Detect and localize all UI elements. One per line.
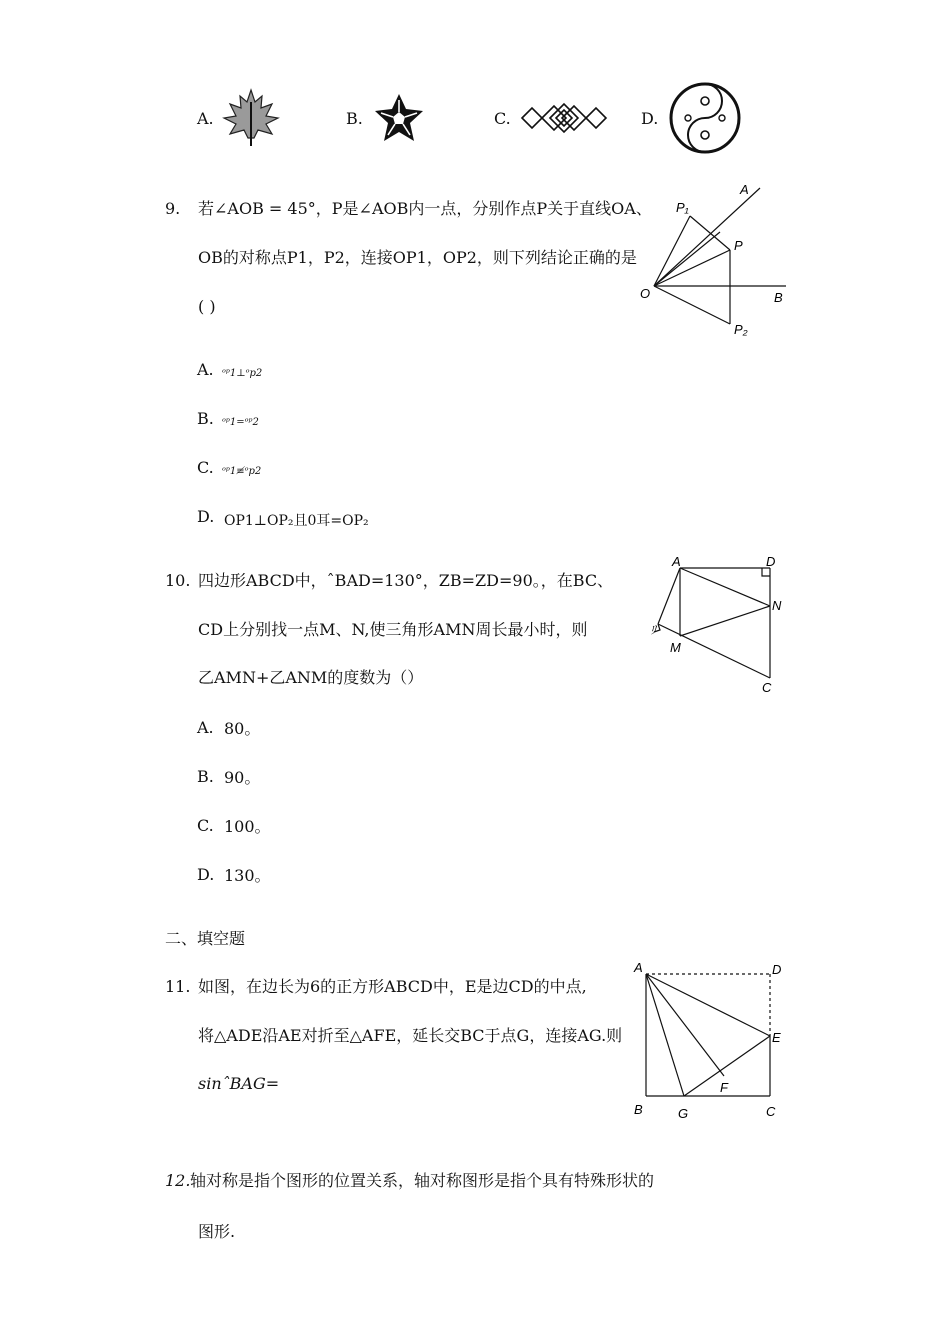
q10-option-d-label: D. [197,865,215,884]
q9-number: 9. [165,199,181,218]
q11-label-e: E [772,1030,781,1045]
q8-option-d-label: D. [641,109,659,128]
q10-line-1: 四边形ABCD中，ˆBAD=130°，ZB=ZD=90。，在BC、 [198,571,614,590]
q10-line-2: CD上分别找一点M、N,使三角形AMN周长最小时，则 [198,620,588,639]
q10-label-d: D [766,554,776,569]
q9-line-2: OB的对称点P1，P2，连接OP1，OP2，则下列结论正确的是 [198,248,637,267]
q11-line-3: sinˆBAG= [198,1074,280,1093]
q8-option-a-label: A. [197,109,214,128]
q12-line-1: 轴对称是指个图形的位置关系，轴对称图形是指个具有特殊形状的 [190,1171,655,1190]
q9-label-p: P [734,238,743,253]
q9-option-b-text: ᵒᵖ1=ᵒᵖ2 [222,417,259,428]
q9-option-d-text: OP1⊥OP₂且0耳=OP₂ [224,513,369,529]
q11-label-g: G [678,1106,689,1121]
q10-label-a: A [672,554,681,569]
pentagon-flower-icon [372,92,426,144]
q10-label-m: M [670,640,681,655]
q11-label-c: C [766,1104,776,1119]
q10-option-a-text: 80。 [224,719,261,738]
q8-option-c-label: C. [494,109,511,128]
q11-label-d: D [772,962,782,977]
q10-option-a-label: A. [197,718,214,737]
q10-option-d-text: 130。 [224,866,271,885]
q10-label-n: N [772,598,782,613]
q11-line-1: 如图，在边长为6的正方形ABCD中，E是边CD的中点, [198,977,587,996]
q9-option-a-text: ᵒᵖ1⊥ᵒp2 [222,368,263,379]
section-title: 二、填空题 [165,929,246,948]
yin-yang-icon [668,82,742,154]
q9-figure [636,178,796,340]
maple-leaf-icon [222,88,280,148]
q11-number: 11. [165,977,191,996]
q11-label-b: B [634,1102,643,1117]
q9-label-b: B [774,290,783,305]
q10-label-b: ﾘ [650,623,657,637]
q9-label-o: O [640,286,651,301]
q10-option-b-label: B. [197,767,214,786]
q9-line-1: 若∠AOB = 45°，P是∠AOB内一点，分别作点P关于直线OA、 [198,199,652,218]
q10-figure [646,550,792,700]
q11-line-2: 将△ADE沿AE对折至△AFE，延长交BC于点G，连接AG.则 [198,1026,623,1045]
q12-line-2: 图形. [198,1222,236,1241]
q9-label-p1: P₁ [676,200,689,215]
q12-number: 12. [165,1171,191,1190]
q9-option-a-label: A. [197,360,214,379]
q9-line-3: ( ) [198,297,216,316]
q10-option-b-text: 90。 [224,768,261,787]
q9-option-c-label: C. [197,458,214,477]
q10-number: 10. [165,571,191,590]
q10-option-c-label: C. [197,816,214,835]
q9-option-d-label: D. [197,507,215,526]
q9-option-b-label: B. [197,409,214,428]
q9-label-a: A [740,182,749,197]
q9-label-p2: P₂ [734,322,748,337]
q11-label-f: F [720,1080,728,1095]
q9-option-c-text: ᵒᵖ1≢ᵒp2 [222,466,262,477]
q10-label-c: C [762,680,772,695]
q11-label-a: A [634,960,643,975]
q10-line-3: 乙AMN+乙ANM的度数为（） [198,668,424,687]
q8-option-b-label: B. [346,109,363,128]
knot-pattern-icon [520,98,608,138]
q10-option-c-text: 100。 [224,817,271,836]
q11-figure [628,956,794,1126]
